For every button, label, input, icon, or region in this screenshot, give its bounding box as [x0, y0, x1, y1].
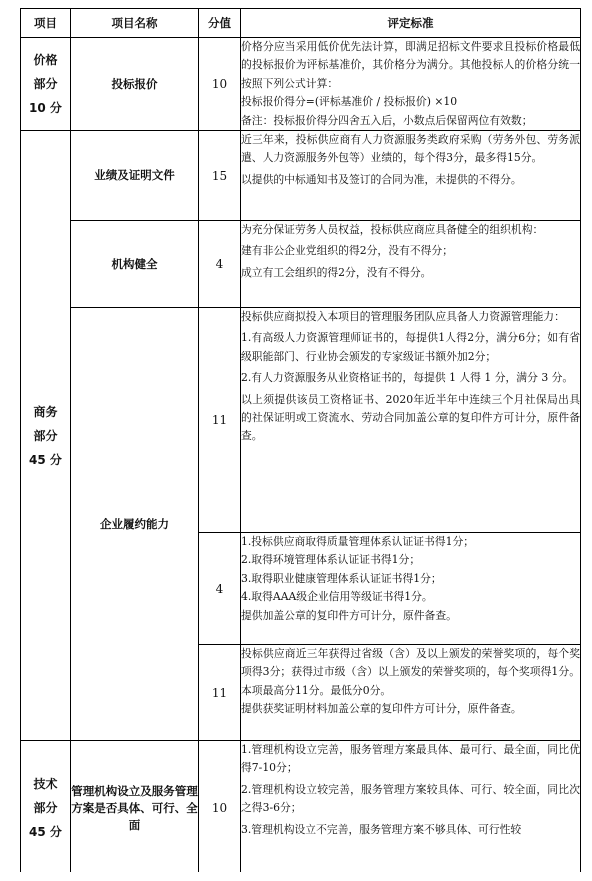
item-performance: 业绩及证明文件 — [71, 131, 199, 221]
criteria-management-plan: 1.管理机构设立完善，服务管理方案最具体、最可行、最全面，同比优得7-10分； 2.管理机构设立较完善，服务管理方案较具体、可行、较全面，同比次之得3-6分； 3.管理机构设立不完善，服务管理方案不够具体、可行性较 — [241, 741, 581, 876]
category-price: 价格 部分 10 分 — [21, 38, 71, 131]
score-organization: 4 — [199, 221, 241, 308]
item-management-plan: 管理机构设立及服务管理方案是否具体、可行、全面 — [71, 741, 199, 876]
score-performance: 15 — [199, 131, 241, 221]
header-criteria: 评定标准 — [241, 9, 581, 38]
header-item-name: 项目名称 — [71, 9, 199, 38]
category-technical: 技术 部分 45 分 — [21, 741, 71, 876]
header-row — [21, 9, 581, 38]
criteria-bid-price: 价格分应当采用低价优先法计算，即满足招标文件要求且投标价格最低的投标报价为评标基准价，其价格分为满分。其他投标人的价格分统一按照下列公式计算： 投标报价得分=(评标基准价 / 投标报价) ×10 备注：投标报价得分四舍五入后，小数点后保留两位有效数； — [241, 38, 581, 131]
score-management-plan: 10 — [199, 741, 241, 876]
business-row-capability-a — [21, 308, 581, 533]
score-capability-a: 11 — [199, 308, 241, 533]
technical-row — [21, 741, 581, 876]
criteria-capability-b: 1.投标供应商取得质量管理体系认证证书得1分； 2.取得环境管理体系认证证书得1分； 3.取得职业健康管理体系认证证书得1分； 4.取得AAA级企业信用等级证书得1分。 提供加盖公章的复印件方可计分，原件备查。 — [241, 533, 581, 645]
criteria-performance: 近三年来，投标供应商有人力资源服务类政府采购（劳务外包、劳务派遣、人力资源服务外包等）业绩的，每个得3分，最多得15分。 以提供的中标通知书及签订的合同为准，未提供的不得分。 — [241, 131, 581, 221]
item-bid-price: 投标报价 — [71, 38, 199, 131]
score-capability-b: 4 — [199, 533, 241, 645]
score-bid-price: 10 — [199, 38, 241, 131]
category-business: 商务 部分 45 分 — [21, 131, 71, 741]
criteria-capability-c: 投标供应商近三年获得过省级（含）及以上颁发的荣誉奖项的，每个奖项得3分；获得过市级（含）以上颁发的荣誉奖项的，每个奖项得1分。本项最高分11分。最低分0分。 提供获奖证明材料加盖公章的复印件方可计分，原件备查。 — [241, 645, 581, 741]
business-row-organization — [21, 221, 581, 308]
header-score: 分值 — [199, 9, 241, 38]
score-capability-c: 11 — [199, 645, 241, 741]
item-organization: 机构健全 — [71, 221, 199, 308]
business-row-performance — [21, 131, 581, 221]
scoring-table — [20, 8, 581, 876]
page-cut-off — [0, 872, 592, 881]
header-category: 项目 — [21, 9, 71, 38]
price-row — [21, 38, 581, 131]
criteria-capability-a: 投标供应商拟投入本项目的管理服务团队应具备人力资源管理能力： 1.有高级人力资源管理师证书的，每提供1人得2分，满分6分；如有省级职能部门、行业协会颁发的专家级证书额外加2分； 2.有人力资源服务从业资格证书的，每提供 1 人得 1 分，满分 3 分。 以上须提供该员工资格证书、2020年近半年中连续三个月社保局出具的社保证明或工资流水、劳动合同加盖公章的复印件方可计分，原件备查。 — [241, 308, 581, 533]
criteria-organization: 为充分保证劳务人员权益，投标供应商应具备健全的组织机构： 建有非公企业党组织的得2分，没有不得分； 成立有工会组织的得2分，没有不得分。 — [241, 221, 581, 308]
item-capability: 企业履约能力 — [71, 308, 199, 741]
